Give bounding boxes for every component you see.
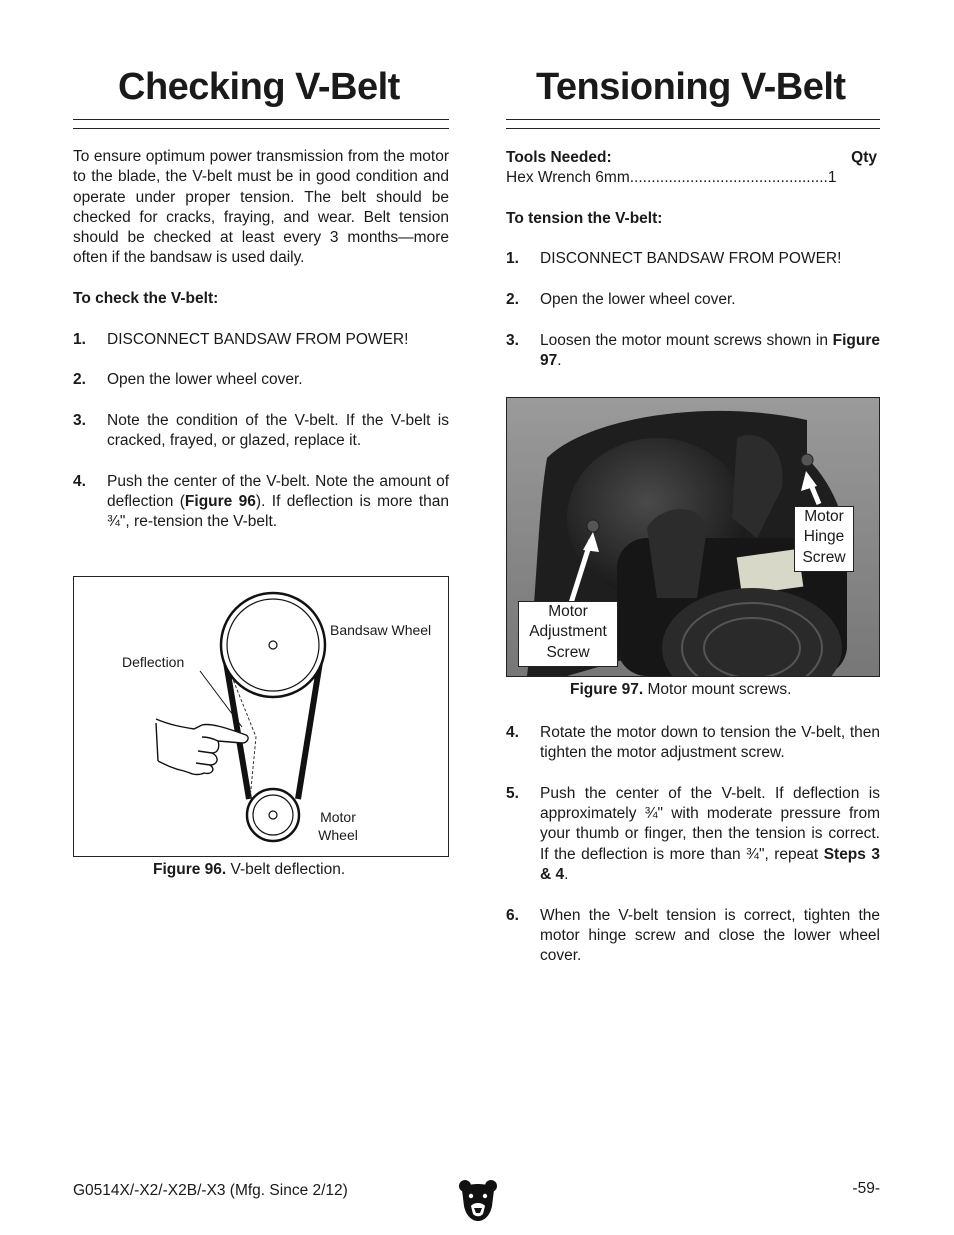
step-text: Rotate the motor down to tension the V-belt, then tighten the motor adjustment screw. [540,724,880,762]
tools-heading: Tools Needed: [506,149,612,166]
step-number: 1. [73,330,86,348]
step-text: Push the center of the V-belt. If deflection is approximately ¾" with moderate pressure from your thumb or finger, then the tension is correct. If the deflection is more than ¾", repeat Steps 3 & 4. [540,784,880,884]
step-2 [506,290,880,310]
figure-96-caption: Figure 96. V-belt deflection. [153,861,346,878]
footer-page-number: -59- [852,1180,880,1197]
step-3 [506,331,880,372]
tool-line: Hex Wrench 6mm..............................................1 [506,169,837,187]
figure-97-caption: Figure 97. Motor mount screws. [570,681,792,698]
step-4 [506,723,880,764]
step-1 [506,249,880,269]
figure-reference: Figure 96 [184,493,256,511]
step-number: 4. [506,724,519,741]
step-text: DISCONNECT BANDSAW FROM POWER! [107,330,409,348]
step-text: Push the center of the V-belt. Note the amount of deflection (Figure 96). If deflection is more than ¾", re-tension the V-belt. [107,472,449,531]
step-5 [506,784,880,885]
step-text: Open the lower wheel cover. [107,371,303,389]
tools-header [506,148,880,168]
step-text: Note the condition of the V-belt. If the V-belt is cracked, frayed, or glazed, replace it. [107,411,449,450]
procedure-heading: To check the V-belt: [73,290,219,308]
step-text: When the V-belt tension is correct, tighten the motor hinge screw and close the lower wheel cover. [540,906,880,965]
qty-heading: Qty [851,149,877,166]
figure-97 [506,397,880,677]
step-number: 1. [506,250,519,268]
label-motor-wheel: Motor Wheel [318,809,358,843]
step-1 [73,330,449,350]
footer-model: G0514X/-X2/-X2B/-X3 (Mfg. Since 2/12) [73,1182,348,1199]
steps-reference: Steps 3 & 4 [540,845,880,884]
step-3 [73,411,449,452]
step-text: Loosen the motor mount screws shown in Figure 97. [540,331,880,369]
title-rule [73,119,449,129]
step-text: Open the lower wheel cover. [540,291,736,309]
label-motor-adjustment-screw: Motor Adjustment Screw [518,601,618,667]
step-2 [73,370,449,390]
step-number: 6. [506,906,519,924]
step-text: DISCONNECT BANDSAW FROM POWER! [540,250,842,268]
section-title-checking: Checking V-Belt [118,66,400,108]
figure-96 [73,576,449,857]
step-6 [506,906,880,967]
step-number: 3. [506,331,519,349]
procedure-heading: To tension the V-belt: [506,209,663,227]
label-motor-hinge-screw: Motor Hinge Screw [794,506,854,572]
step-number: 5. [506,784,519,802]
step-number: 4. [73,472,86,490]
section-title-tensioning: Tensioning V-Belt [536,66,846,108]
figure-reference: Figure 97 [540,331,880,369]
title-rule [506,119,880,129]
step-number: 2. [506,291,519,309]
step-number: 2. [73,371,86,389]
label-bandsaw-wheel: Bandsaw Wheel [330,622,432,638]
right-text-top [506,148,880,371]
step-4 [73,472,449,533]
intro-paragraph: To ensure optimum power transmission from the motor to the blade, the V-belt must be in good condition and operate under proper tension. The belt should be checked for cracks, fraying, and wear. Belt tension should be checked at least every 3 months—more often if the bandsaw is used daily. [73,148,449,267]
right-text-bottom [506,723,880,967]
left-text [73,147,449,533]
label-deflection: Deflection [122,654,185,670]
step-number: 3. [73,411,86,429]
grizzly-bear-logo-icon [458,1178,498,1222]
v-belt-diagram [74,577,448,856]
